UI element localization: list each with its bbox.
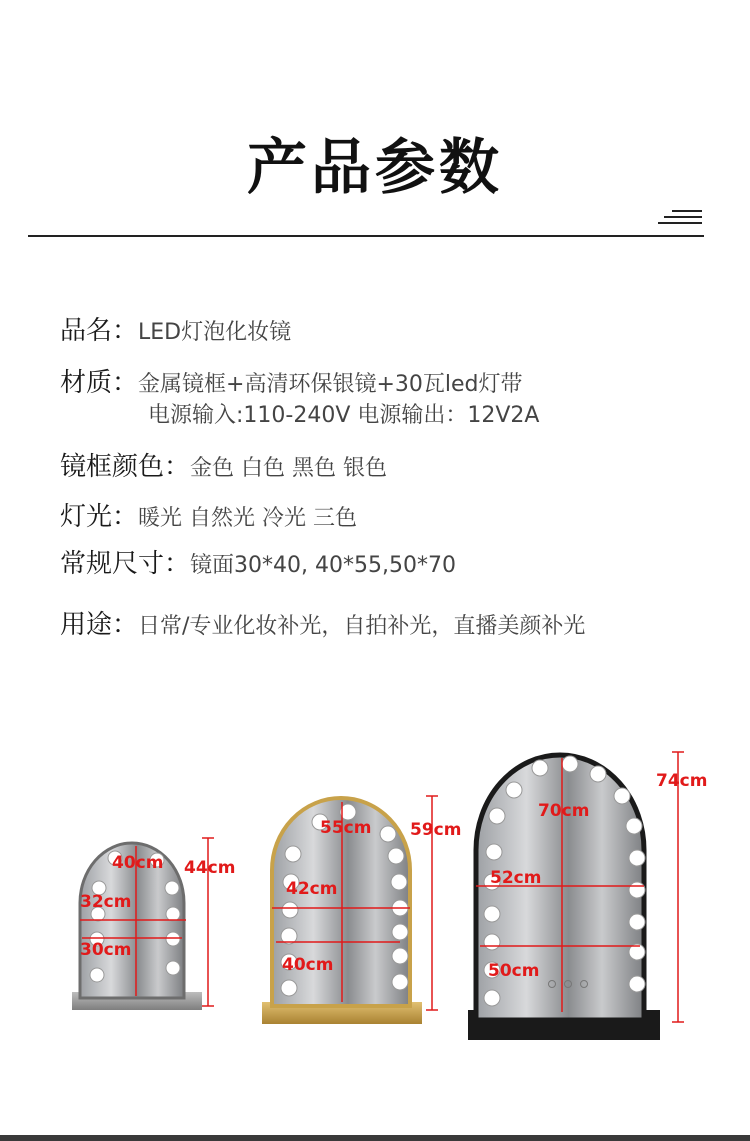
mirror-large <box>468 752 707 1040</box>
mirror-large-base-size: 50cm <box>488 961 540 981</box>
spec-size-value: 镜面30*40, 40*55,50*70 <box>190 553 456 578</box>
spec-frame-color <box>60 446 387 483</box>
menu-lines-icon <box>658 208 702 228</box>
bottom-bar <box>0 1135 750 1141</box>
spec-material-value2: 电源输入:110-240V 电源输出：12V2A <box>148 403 540 428</box>
mirror-small <box>72 838 235 1010</box>
mirror-medium-top: 55cm <box>320 818 372 838</box>
mirror-medium-height: 59cm <box>410 820 462 840</box>
spec-light-label: 灯光： <box>60 502 139 532</box>
mirror-large-height: 74cm <box>656 771 708 791</box>
spec-material-value: 金属镜框+高清环保银镜+30瓦led灯带 <box>138 372 523 397</box>
mirror-size-illustration <box>0 730 750 1070</box>
title-divider <box>28 235 704 237</box>
mirror-medium <box>262 796 461 1024</box>
spec-usage-label: 用途： <box>60 610 139 640</box>
spec-frame-color-label: 镜框颜色： <box>60 452 191 482</box>
mirror-small-base-size: 30cm <box>80 940 132 960</box>
spec-frame-color-value: 金色 白色 黑色 银色 <box>190 456 387 481</box>
mirror-medium-width: 42cm <box>286 879 338 899</box>
spec-size-label: 常规尺寸： <box>60 549 191 579</box>
spec-name <box>60 310 291 347</box>
page-title: 产品参数 <box>247 133 503 203</box>
mirror-large-top: 70cm <box>538 801 590 821</box>
spec-light <box>60 496 357 533</box>
spec-material <box>60 362 523 399</box>
spec-size <box>60 543 456 580</box>
mirror-small-width: 32cm <box>80 892 132 912</box>
spec-usage <box>60 604 585 641</box>
spec-usage-value: 日常/专业化妆补光，自拍补光，直播美颜补光 <box>138 614 586 639</box>
mirror-large-width: 52cm <box>490 868 542 888</box>
mirror-small-height: 44cm <box>184 858 236 878</box>
spec-material-label: 材质： <box>60 368 139 398</box>
spec-name-label: 品名： <box>60 316 139 346</box>
spec-light-value: 暖光 自然光 冷光 三色 <box>138 506 357 531</box>
spec-name-value: LED灯泡化妆镜 <box>138 320 292 345</box>
mirror-small-top: 40cm <box>112 853 164 873</box>
mirror-medium-base-size: 40cm <box>282 955 334 975</box>
